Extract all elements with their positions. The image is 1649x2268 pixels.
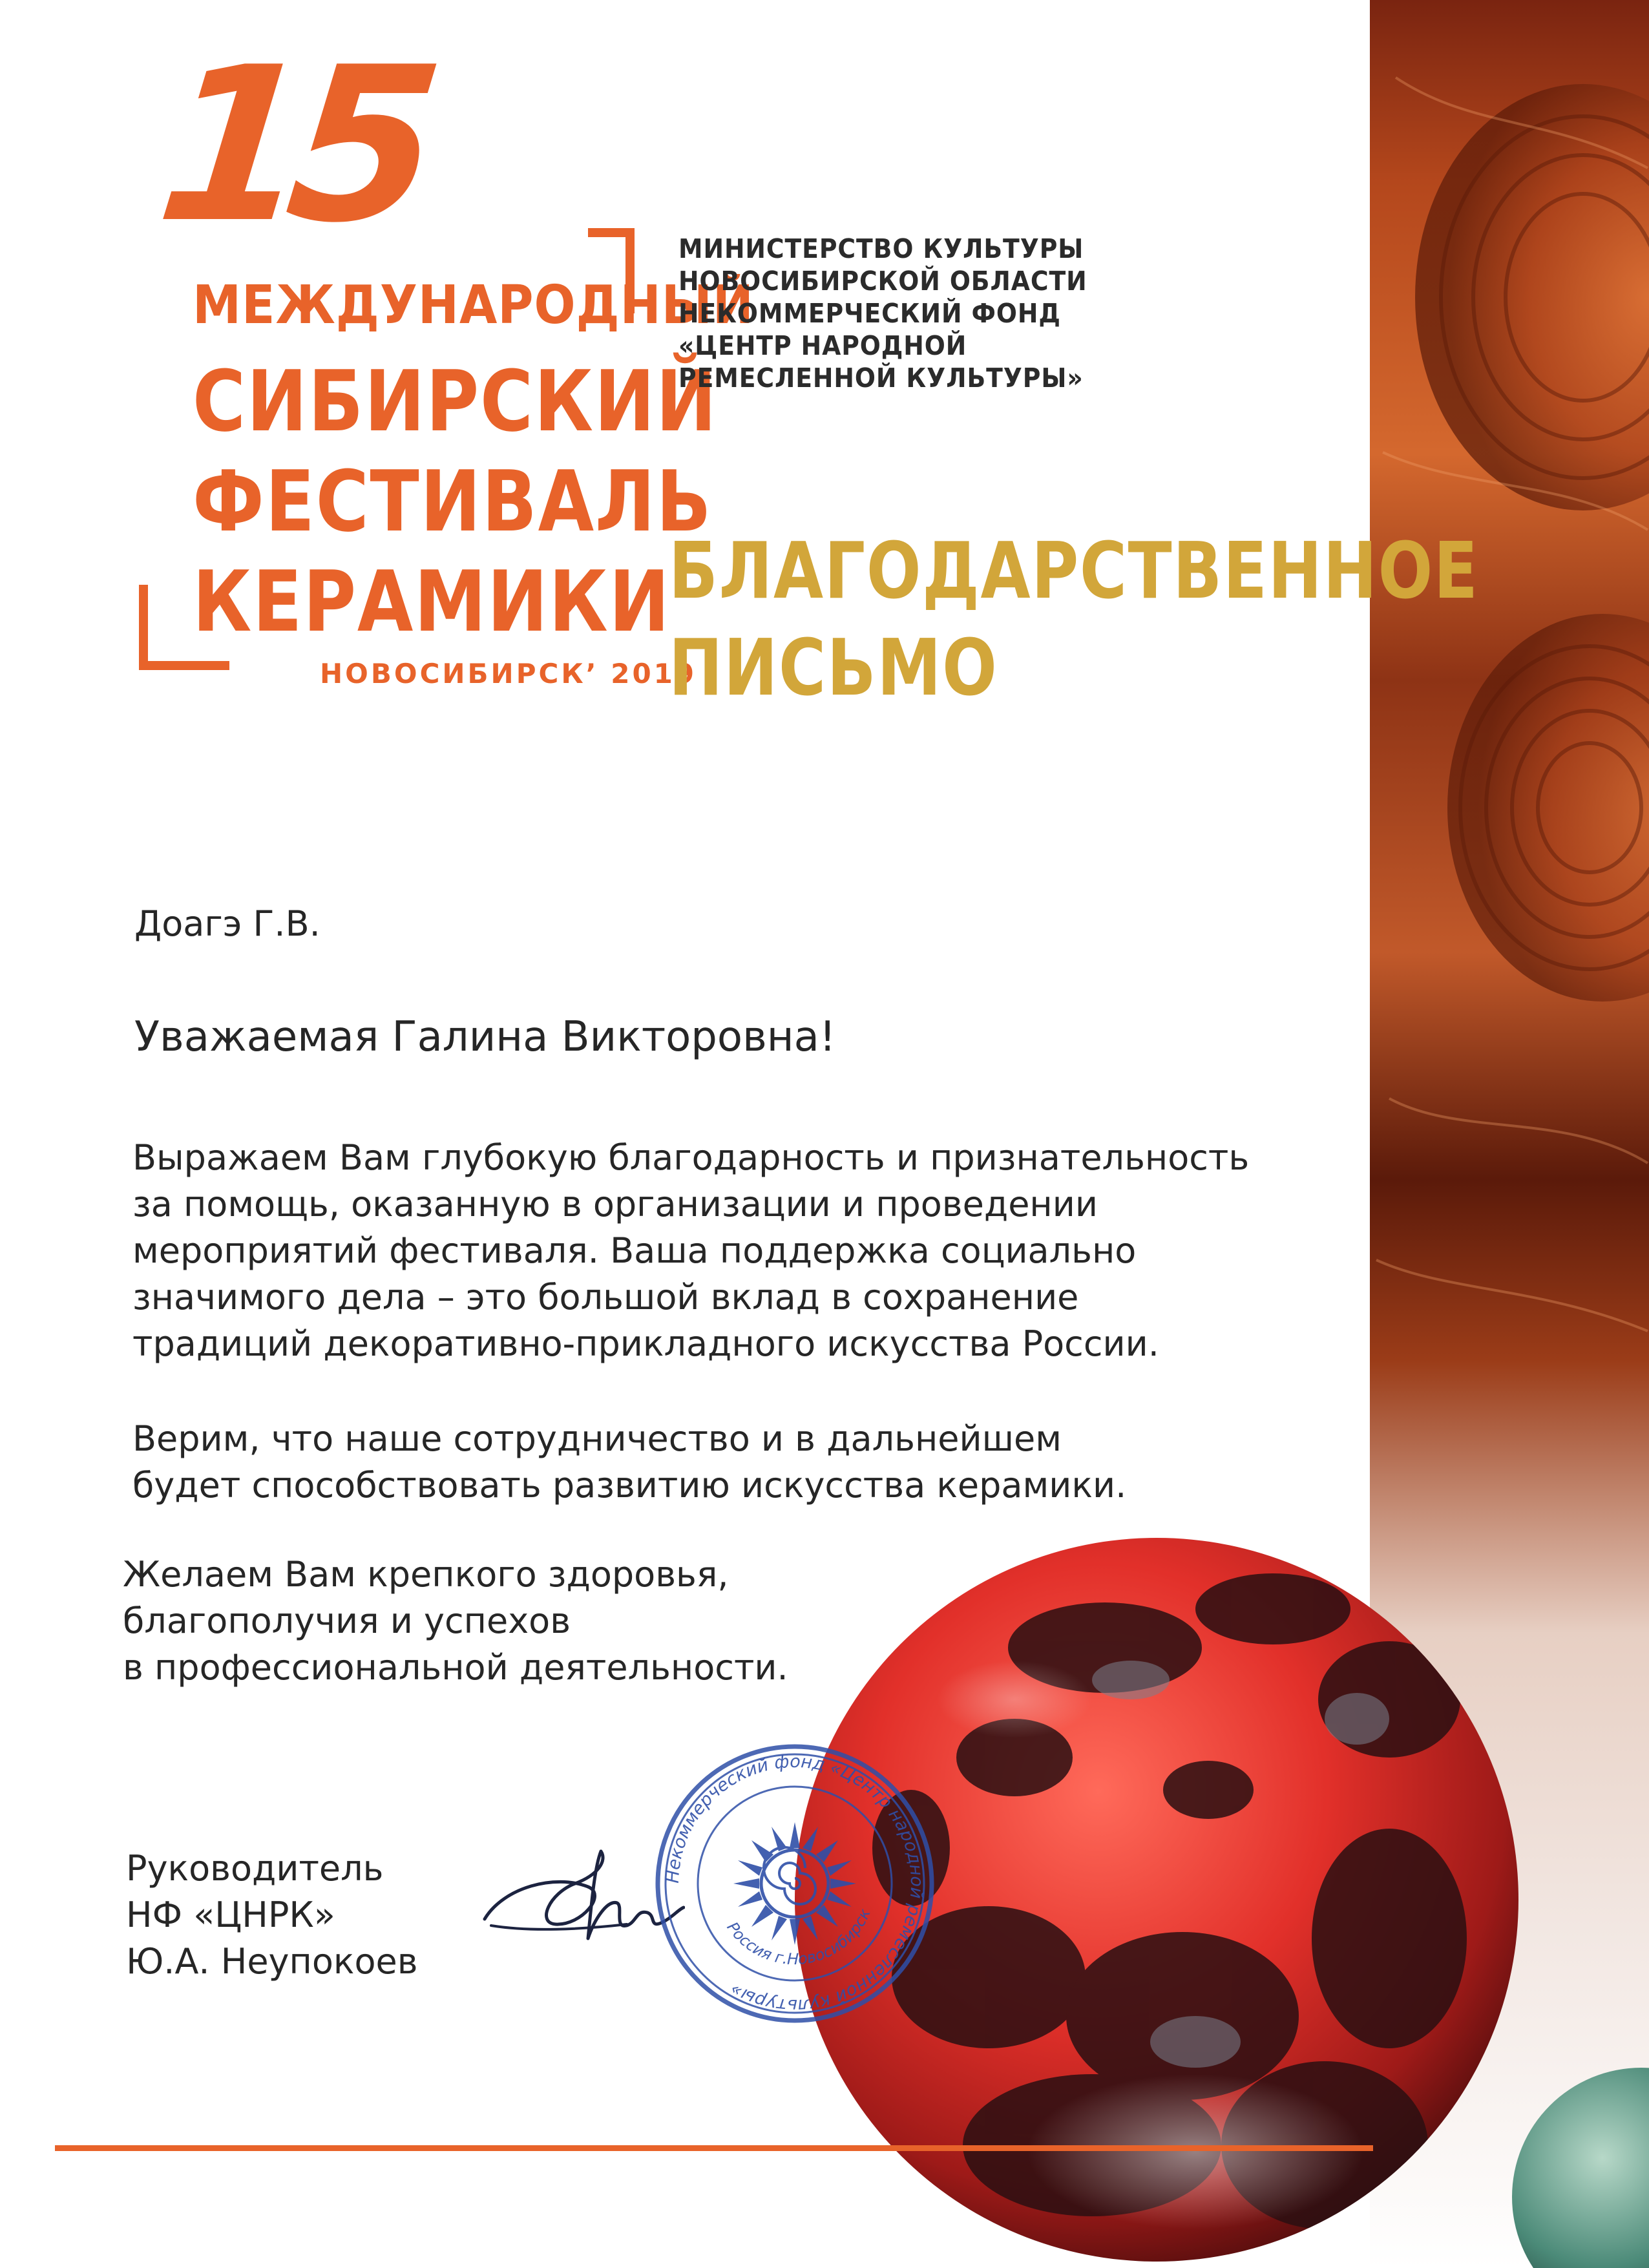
logo-title-line-4: КЕРАМИКИ [193,552,671,651]
paragraph-line: Выражаем Вам глубокую благодарность и признательность [132,1137,1250,1178]
document-title [669,523,1644,717]
paragraph-line: значимого дела – это большой вклад в сохранение [132,1277,1079,1318]
stamp-inner-text: Россия г.Новосибирск [723,1906,874,1969]
paragraph-line: мероприятий фестиваля. Ваша поддержка социально [132,1230,1137,1271]
bottom-divider-line [55,2145,1373,2151]
logo-festival-number: 15 [148,21,433,269]
paragraph-line: Верим, что наше сотрудничество и в дальнейшем [132,1418,1062,1459]
title-line-1: БЛАГОДАРСТВЕННОЕ [669,527,1479,616]
paragraph-line: благополучия и успехов [123,1601,571,1641]
paragraph-line: будет способствовать развитию искусства керамики. [132,1465,1127,1506]
organizer-line: «ЦЕНТР НАРОДНОЙ [678,330,967,361]
round-seal-icon [646,1738,943,2029]
greeting: Уважаемая Галина Викторовна! [134,1013,836,1061]
title-line-2: ПИСЬМО [669,624,998,713]
logo-city-year: НОВОСИБИРСК’ 2019 [320,658,697,689]
paragraph-line: за помощь, оказанную в организации и проведении [132,1184,1098,1224]
signatory-organization: НФ «ЦНРК» [126,1895,335,1935]
recipient-name: Доагэ Г.В. [134,903,320,944]
organizer-line: РЕМЕСЛЕННОЙ КУЛЬТУРЫ» [678,362,1084,394]
organizer-line: НЕКОММЕРЧЕСКИЙ ФОНД [678,298,1061,329]
paragraph-line: Желаем Вам крепкого здоровья, [123,1554,729,1595]
logo-title-line-3: ФЕСТИВАЛЬ [193,452,713,551]
paragraph-line: в профессиональной деятельности. [123,1647,788,1688]
small-ceramic-ball-icon [1506,2061,1649,2268]
organizer-line: МИНИСТЕРСТВО КУЛЬТУРЫ [678,233,1084,264]
stamp-outer-text: Некоммерческий фонд «Центр народной ремесленной культуры» [662,1751,927,2016]
logo-title-line-1: МЕЖДУНАРОДНЫЙ [193,275,754,336]
organizers-block [678,233,1325,394]
paragraph-line: традиций декоративно-прикладного искусства России. [132,1323,1159,1364]
organizer-line: НОВОСИБИРСКОЙ ОБЛАСТИ [678,266,1087,297]
logo-title-line-2: СИБИРСКИЙ [193,352,718,450]
signatory-position: Руководитель [126,1848,384,1889]
signatory-name: Ю.А. Неупокоев [126,1941,418,1982]
